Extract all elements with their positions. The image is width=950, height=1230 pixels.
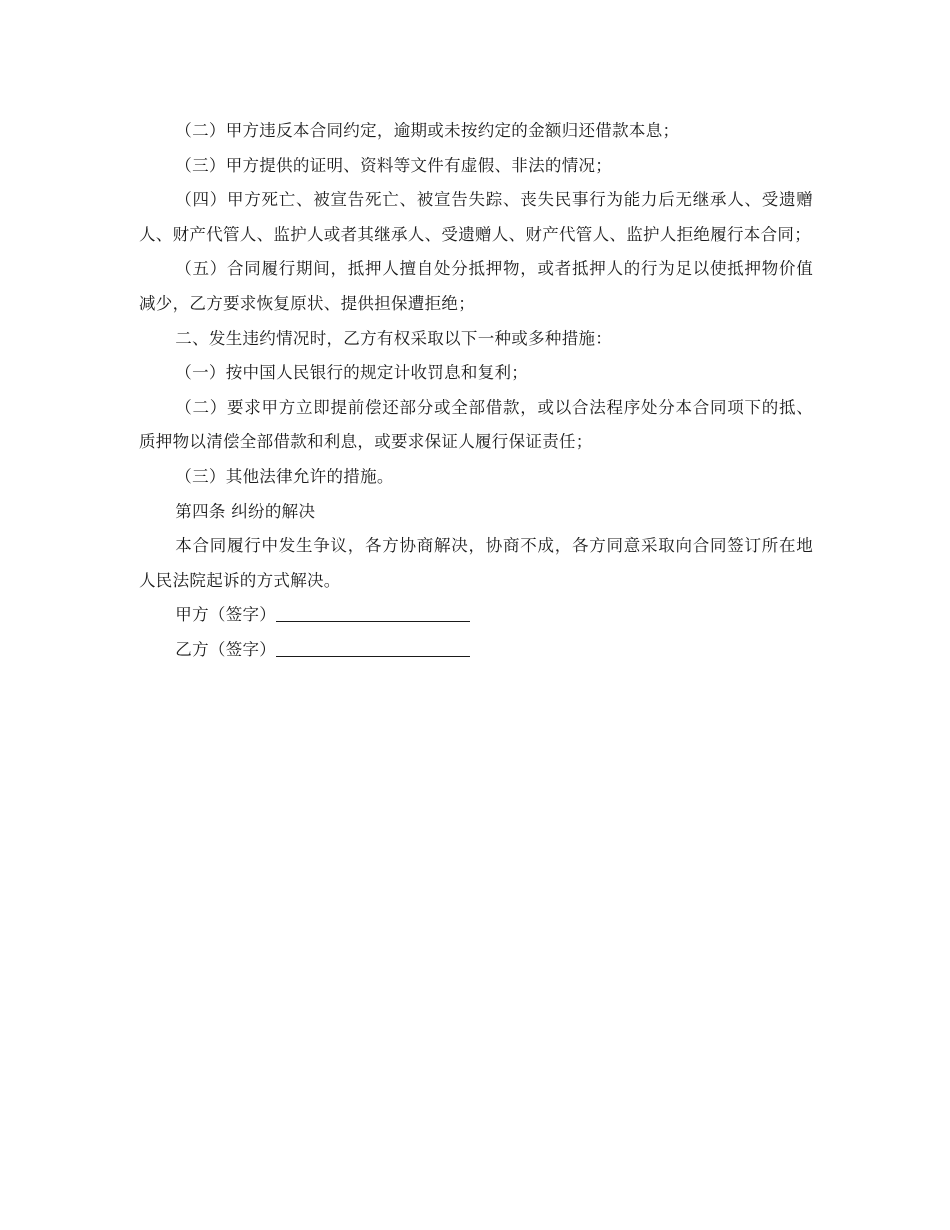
party-a-signature-label: 甲方（签字） <box>175 605 277 625</box>
party-b-signature-label: 乙方（签字） <box>175 639 277 659</box>
remedy-3-other-measures: （三）其他法律允许的措施。 <box>175 466 394 486</box>
remedy-1-penalty-interest: （一）按中国人民银行的规定计收罚息和复利； <box>175 363 529 383</box>
remedy-2-early-repayment: （二）要求甲方立即提前偿还部分或全部借款，或以合法程序处分本合同项下的抵、质押物以清偿全部借款和利息，或要求保证人履行保证责任； <box>139 397 813 452</box>
article-4-heading: 第四条 纠纷的解决 <box>175 501 316 521</box>
section-2-remedies-heading: 二、发生违约情况时，乙方有权采取以下一种或多种措施： <box>175 328 613 348</box>
clause-3-false-documents: （三）甲方提供的证明、资料等文件有虚假、非法的情况； <box>175 155 613 175</box>
party-a-signature-line <box>139 598 813 633</box>
dispute-resolution-text: 本合同履行中发生争议，各方协商解决，协商不成，各方同意采取向合同签订所在地人民法院起诉的方式解决。 <box>139 536 813 590</box>
clause-5-collateral-disposal: （五）合同履行期间，抵押人擅自处分抵押物，或者抵押人的行为足以使抵押物价值减少，乙方要求恢复原状、提供担保遭拒绝； <box>139 259 813 313</box>
party-b-signature-blank <box>276 638 470 657</box>
clause-2-breach: （二）甲方违反本合同约定，逾期或未按约定的金额归还借款本息； <box>175 121 680 140</box>
party-b-signature-line <box>139 633 813 668</box>
party-a-signature-blank <box>276 603 470 622</box>
clause-4-death-no-heir: （四）甲方死亡、被宣告死亡、被宣告失踪、丧失民事行为能力后无继承人、受遗赠人、财产代管人、监护人或者其继承人、受遗赠人、财产代管人、监护人拒绝履行本合同； <box>139 190 813 244</box>
document-body <box>139 114 813 668</box>
